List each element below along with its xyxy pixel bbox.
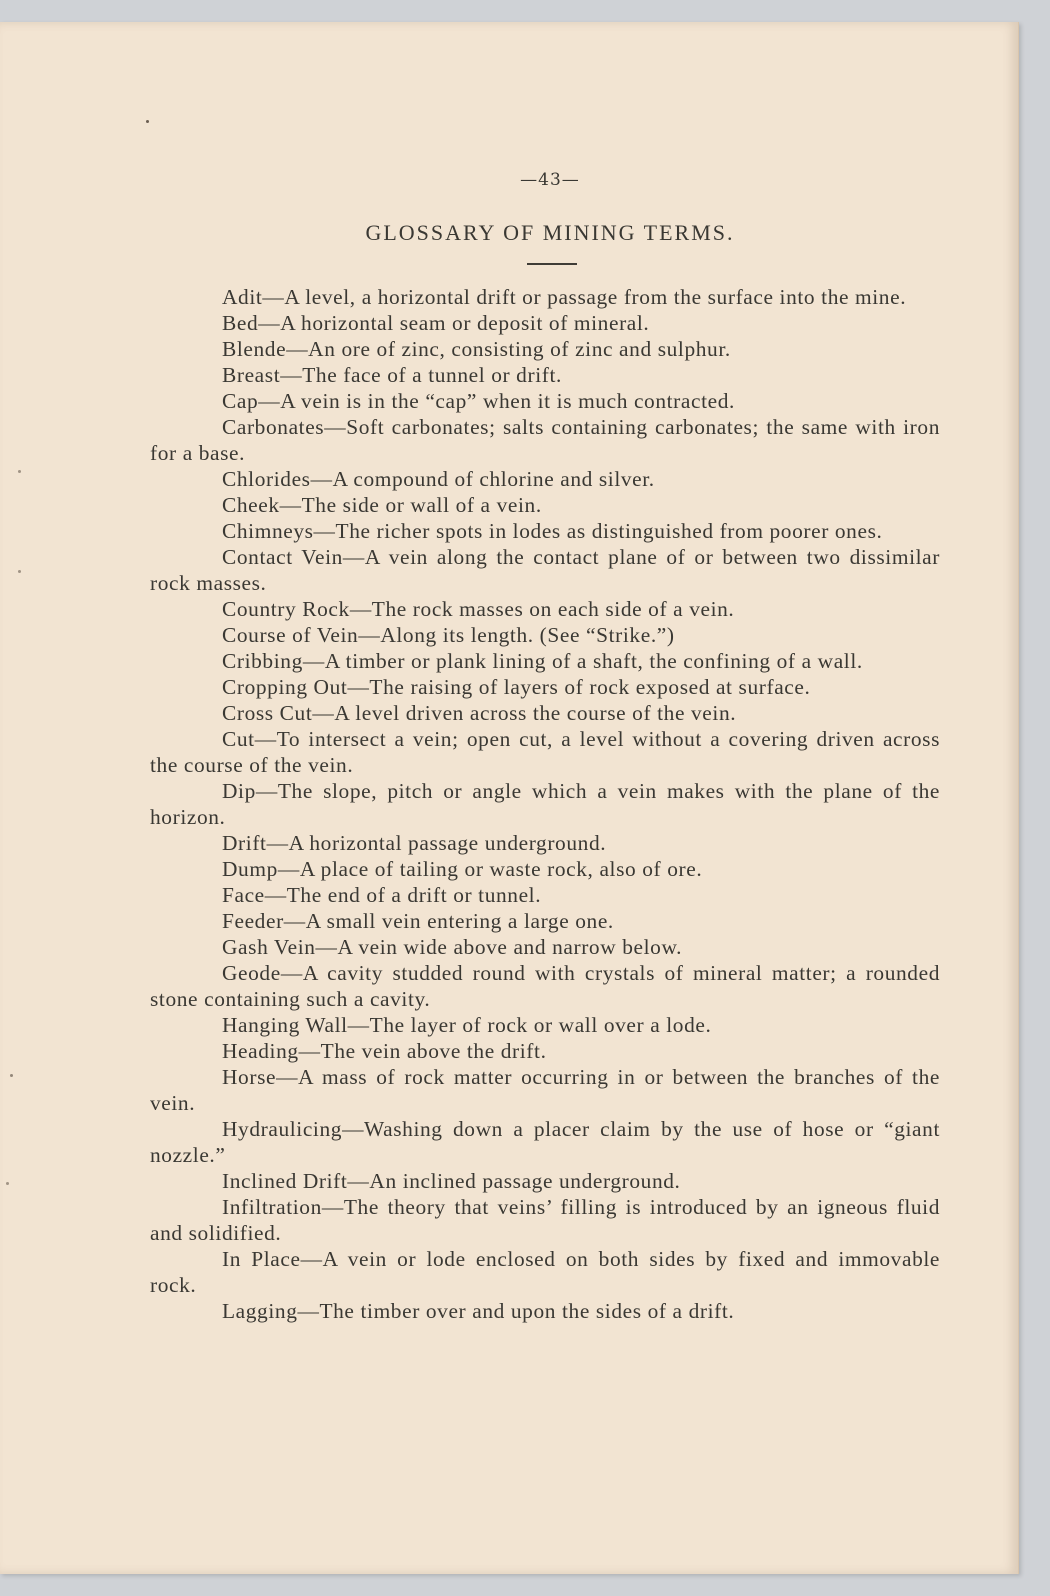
glossary-entry: Cap—A vein is in the “cap” when it is much contracted. bbox=[222, 389, 735, 413]
glossary-entry: Feeder—A small vein entering a large one. bbox=[222, 909, 614, 933]
glossary-entry: Country Rock—The rock masses on each side of a vein. bbox=[222, 597, 735, 621]
glossary-entry: Heading—The vein above the drift. bbox=[222, 1039, 547, 1063]
paper-speck bbox=[146, 120, 149, 123]
title-rule bbox=[527, 263, 577, 265]
glossary-entry: Chlorides—A compound of chlorine and silver. bbox=[222, 467, 655, 491]
paper-speck bbox=[18, 570, 21, 573]
glossary-entry: Lagging—The timber over and upon the sides of a drift. bbox=[222, 1299, 735, 1323]
glossary-entry: Cropping Out—The raising of layers of rock exposed at surface. bbox=[222, 675, 811, 699]
glossary-entry: Course of Vein—Along its length. (See “Strike.”) bbox=[222, 623, 675, 647]
glossary-entry: Hanging Wall—The layer of rock or wall over a lode. bbox=[222, 1013, 712, 1037]
glossary-entry: Adit—A level, a horizontal drift or passage from the surface into the mine. bbox=[222, 285, 907, 309]
glossary-entry: Infiltration—The theory that veins’ filling is introduced by an igneous fluid and solidified. bbox=[150, 1195, 940, 1245]
glossary-entry: In Place—A vein or lode enclosed on both sides by fixed and immovable rock. bbox=[150, 1247, 940, 1297]
page-number: —43— bbox=[520, 170, 580, 190]
glossary-entry: Hydraulicing—Washing down a placer claim by the use of hose or “giant nozzle.” bbox=[150, 1117, 940, 1167]
glossary-entry: Geode—A cavity studded round with crystals of mineral matter; a rounded stone containing such a cavity. bbox=[150, 961, 940, 1011]
glossary-entry: Chimneys—The richer spots in lodes as distinguished from poorer ones. bbox=[222, 519, 883, 543]
glossary-entry: Dip—The slope, pitch or angle which a vein makes with the plane of the horizon. bbox=[150, 779, 940, 829]
glossary-entry: Blende—An ore of zinc, consisting of zinc and sulphur. bbox=[222, 337, 731, 361]
paper-speck bbox=[6, 1182, 9, 1185]
glossary-entry: Face—The end of a drift or tunnel. bbox=[222, 883, 542, 907]
glossary-entry: Bed—A horizontal seam or deposit of mineral. bbox=[222, 311, 650, 335]
glossary-entry: Inclined Drift—An inclined passage underground. bbox=[222, 1169, 681, 1193]
glossary-entry: Dump—A place of tailing or waste rock, also of ore. bbox=[222, 857, 703, 881]
glossary-entry: Cut—To intersect a vein; open cut, a level without a covering driven across the course of the vein. bbox=[150, 727, 940, 777]
glossary-entry: Drift—A horizontal passage underground. bbox=[222, 831, 607, 855]
glossary-entry: Cribbing—A timber or plank lining of a shaft, the confining of a wall. bbox=[222, 649, 863, 673]
glossary-entry: Gash Vein—A vein wide above and narrow below. bbox=[222, 935, 683, 959]
glossary-entry: Breast—The face of a tunnel or drift. bbox=[222, 363, 562, 387]
glossary-entry: Contact Vein—A vein along the contact plane of or between two dissimilar rock masses. bbox=[150, 545, 940, 595]
glossary-entry: Carbonates—Soft carbonates; salts containing carbonates; the same with iron for a base. bbox=[150, 415, 940, 465]
glossary-entry: Horse—A mass of rock matter occurring in or between the branches of the vein. bbox=[150, 1065, 940, 1115]
glossary-entry: Cheek—The side or wall of a vein. bbox=[222, 493, 542, 517]
paper-speck bbox=[18, 470, 21, 473]
paper-speck bbox=[10, 1074, 13, 1077]
glossary-list bbox=[150, 284, 940, 1324]
glossary-entry: Cross Cut—A level driven across the course of the vein. bbox=[222, 701, 737, 725]
page-title: GLOSSARY OF MINING TERMS. bbox=[365, 220, 735, 245]
